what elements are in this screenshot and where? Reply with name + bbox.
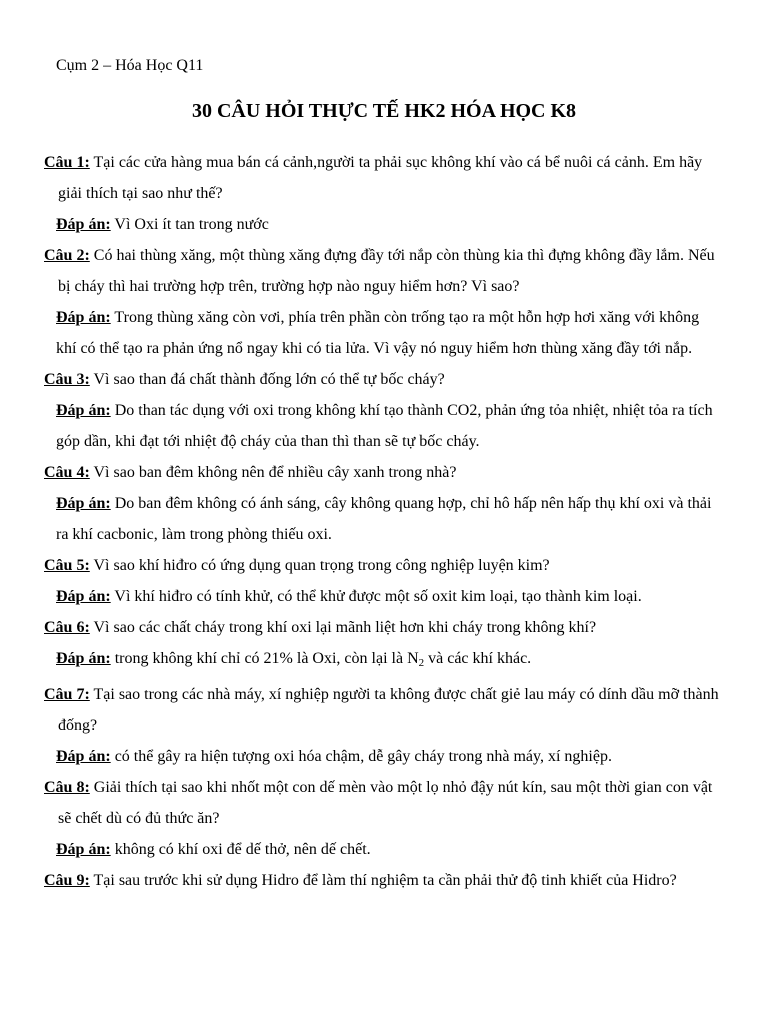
question [44,612,720,643]
question-label: Câu 7: [44,686,90,703]
question-label: Câu 4: [44,464,90,481]
question [44,679,720,741]
question-item [44,772,720,865]
answer-label: Đáp án: [56,495,111,512]
answer-label: Đáp án: [56,841,111,858]
answer [44,302,720,364]
answer-text-pre: trong không khí chỉ có 21% là Oxi, còn lại là N [114,650,419,667]
question-label: Câu 1: [44,154,90,171]
question-item [44,679,720,772]
question [44,147,720,209]
answer-text: Do ban đêm không có ánh sáng, cây không quang hợp, chỉ hô hấp nên hấp thụ khí oxi và thải ra khí cacbonic, làm trong phòng thiếu oxi. [56,495,712,543]
question-label: Câu 2: [44,247,90,264]
question-text: Tại các cửa hàng mua bán cá cảnh,người ta phải sục không khí vào cá bể nuôi cá cảnh. Em hãy giải thích tại sao như thế? [58,154,703,202]
answer [44,581,720,612]
question [44,364,720,395]
question-label: Câu 5: [44,557,90,574]
answer [44,209,720,240]
question-item [44,865,720,896]
question-item [44,550,720,612]
question [44,865,720,896]
question-item [44,240,720,364]
answer-subscript: 2 [418,657,425,669]
question [44,240,720,302]
question-text: Vì sao các chất cháy trong khí oxi lại mãnh liệt hơn khi cháy trong không khí? [93,619,597,636]
question-item [44,612,720,679]
question-label: Câu 9: [44,872,90,889]
question-text: Có hai thùng xăng, một thùng xăng đựng đầy tới nắp còn thùng kia thì đựng không đầy lắm. Nếu bị cháy thì hai trường hợp trên, trường hợp nào nguy hiểm hơn? Vì sao? [58,247,715,295]
answer [44,643,720,679]
question [44,772,720,834]
answer-label: Đáp án: [56,309,111,326]
answer-text: có thể gây ra hiện tượng oxi hóa chậm, dễ gây cháy trong nhà máy, xí nghiệp. [114,748,612,765]
answer-label: Đáp án: [56,216,111,233]
question-text: Giải thích tại sao khi nhốt một con dế mèn vào một lọ nhỏ đậy nút kín, sau một thời gian con vật sẽ chết dù có đủ thức ăn? [58,779,713,827]
answer-text: Vì Oxi ít tan trong nước [114,216,269,233]
answer-label: Đáp án: [56,402,111,419]
question-text: Vì sao than đá chất thành đống lớn có thể tự bốc cháy? [93,371,445,388]
question-label: Câu 8: [44,779,90,796]
answer-label: Đáp án: [56,588,111,605]
document-header: Cụm 2 – Hóa Học Q11 [56,57,204,74]
question-item [44,147,720,240]
question [44,550,720,581]
question [44,457,720,488]
question-text: Tại sau trước khi sử dụng Hidro để làm thí nghiệm ta cần phải thử độ tinh khiết của Hidro? [93,872,677,889]
answer [44,488,720,550]
question-text: Vì sao ban đêm không nên để nhiều cây xanh trong nhà? [93,464,457,481]
question-label: Câu 6: [44,619,90,636]
document-title: 30 CÂU HỎI THỰC TẾ HK2 HÓA HỌC K8 [191,100,577,122]
answer-text: Vì khí hiđro có tính khử, có thể khử được một số oxit kim loại, tạo thành kim loại. [114,588,642,605]
answer [44,395,720,457]
question-text: Vì sao khí hiđro có ứng dụng quan trọng trong công nghiệp luyện kim? [93,557,550,574]
answer-label: Đáp án: [56,748,111,765]
answer-label: Đáp án: [56,650,111,667]
answer-text: không có khí oxi để dế thở, nên dế chết. [114,841,371,858]
question-text: Tại sao trong các nhà máy, xí nghiệp người ta không được chất giẻ lau máy có dính dầu mỡ thành đống? [58,686,719,734]
answer [44,741,720,772]
question-item [44,457,720,550]
answer-text-post: và các khí khác. [424,650,532,667]
answer-text: Do than tác dụng với oxi trong không khí tạo thành CO2, phản ứng tỏa nhiệt, nhiệt tỏa ra tích góp dần, khi đạt tới nhiệt độ cháy của than thì than sẽ tự bốc cháy. [56,402,713,450]
answer-text: Trong thùng xăng còn vơi, phía trên phần còn trống tạo ra một hỗn hợp hơi xăng với không khí có thể tạo ra phản ứng nổ ngay khi có tia lửa. Vì vậy nó nguy hiểm hơn thùng xăng đầy tới nắp. [56,309,700,357]
question-list [44,147,720,896]
answer [44,834,720,865]
question-label: Câu 3: [44,371,90,388]
question-item [44,364,720,457]
